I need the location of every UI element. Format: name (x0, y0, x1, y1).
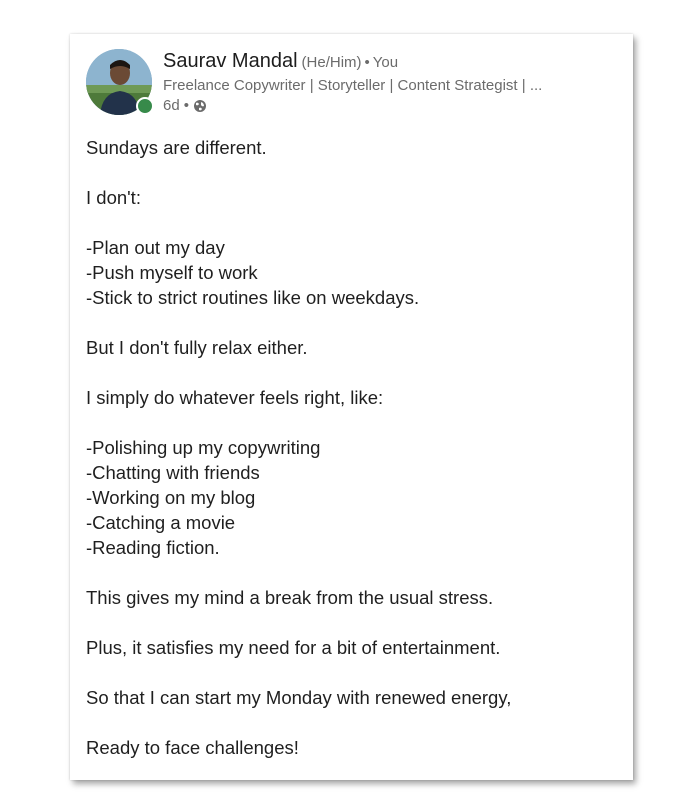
post-card (70, 34, 633, 780)
post-line: -Polishing up my copywriting (86, 437, 321, 458)
post-line: -Push myself to work (86, 262, 258, 283)
online-status-dot (136, 97, 154, 115)
post-line: -Chatting with friends (86, 462, 260, 483)
post-line: But I don't fully relax either. (86, 337, 308, 358)
meta-separator: • (183, 97, 189, 114)
post-line: So that I can start my Monday with renewed energy, (86, 687, 512, 708)
post-line: -Working on my blog (86, 487, 256, 508)
post-line: -Plan out my day (86, 237, 225, 258)
post-body (86, 135, 621, 760)
post-line: -Stick to strict routines like on weekdays. (86, 287, 420, 308)
name-separator: • (364, 54, 370, 71)
post-line: -Catching a movie (86, 512, 236, 533)
author-name-line (163, 49, 623, 73)
post-time: 6d (163, 97, 180, 114)
post-line: Sundays are different. (86, 137, 267, 158)
author-name[interactable]: Saurav Mandal (163, 50, 298, 72)
relation-label: You (372, 54, 399, 71)
author-headline: Freelance Copywriter | Storyteller | Content Strategist | ... (163, 77, 543, 94)
post-header (86, 49, 623, 119)
post-line: I don't: (86, 187, 141, 208)
author-pronouns: (He/Him) (301, 54, 362, 71)
post-line: Ready to face challenges! (86, 737, 299, 758)
post-line: Plus, it satisfies my need for a bit of entertainment. (86, 637, 501, 658)
globe-icon (193, 99, 207, 113)
post-line: -Reading fiction. (86, 537, 220, 558)
post-meta (163, 96, 623, 116)
author-info (163, 49, 623, 116)
post-line: This gives my mind a break from the usual stress. (86, 587, 494, 608)
post-line: I simply do whatever feels right, like: (86, 387, 384, 408)
